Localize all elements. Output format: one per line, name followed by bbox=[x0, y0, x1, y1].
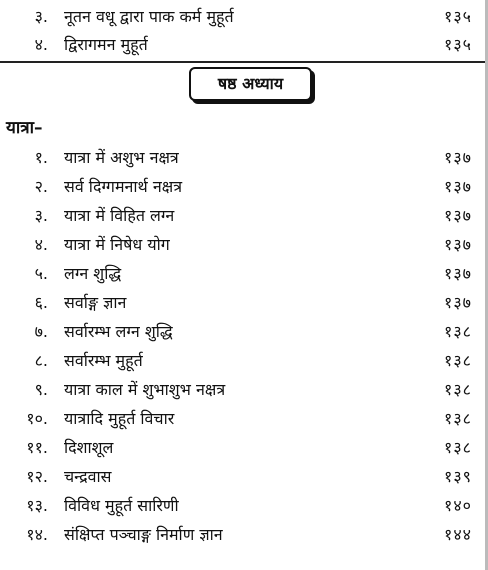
entry-title: यात्रा में निषेध योग bbox=[64, 235, 170, 254]
entry-number: १४. bbox=[26, 525, 48, 544]
entry-number: ५. bbox=[34, 264, 48, 283]
toc-entry bbox=[0, 231, 488, 259]
entry-title: सर्वारम्भ लग्न शुद्धि bbox=[64, 322, 173, 341]
toc-entry bbox=[0, 3, 488, 31]
entry-page: १४४ bbox=[444, 525, 472, 544]
entry-page: १३७ bbox=[444, 293, 472, 312]
entry-number: ३. bbox=[34, 206, 48, 225]
toc-entry bbox=[0, 318, 488, 346]
entry-number: १२. bbox=[26, 467, 48, 486]
entry-page: १३८ bbox=[444, 380, 472, 399]
toc-entry bbox=[0, 405, 488, 433]
toc-entry bbox=[0, 376, 488, 404]
entry-title: यात्रादि मुहूर्त विचार bbox=[64, 409, 175, 428]
toc-entry bbox=[0, 521, 488, 549]
entry-page: १३८ bbox=[444, 351, 472, 370]
entry-title: नूतन वधू द्वारा पाक कर्म मुहूर्त bbox=[64, 7, 234, 26]
entry-page: १३९ bbox=[444, 467, 472, 486]
toc-entry bbox=[0, 260, 488, 288]
entry-number: ४. bbox=[34, 35, 48, 54]
entry-title: यात्रा में अशुभ नक्षत्र bbox=[64, 148, 179, 167]
entry-number: १. bbox=[34, 148, 48, 167]
toc-entry bbox=[0, 144, 488, 172]
section-divider bbox=[0, 61, 488, 63]
entry-title: संक्षिप्त पञ्चाङ्ग निर्माण ज्ञान bbox=[64, 525, 223, 544]
toc-entry bbox=[0, 434, 488, 462]
entry-number: ८. bbox=[34, 351, 48, 370]
entry-title: दिशाशूल bbox=[64, 438, 114, 457]
entry-title: सर्वाङ्ग ज्ञान bbox=[64, 293, 127, 312]
entry-page: १४० bbox=[444, 496, 472, 515]
entry-number: ७. bbox=[34, 322, 48, 341]
entry-number: ४. bbox=[34, 235, 48, 254]
entry-number: २. bbox=[34, 177, 48, 196]
entry-title: सर्वारम्भ मुहूर्त bbox=[64, 351, 143, 370]
toc-entry bbox=[0, 347, 488, 375]
entry-number: १३. bbox=[26, 496, 48, 515]
entry-page: १३५ bbox=[444, 35, 472, 54]
chapter-heading: षष्ठ अध्याय bbox=[189, 67, 312, 101]
entry-title: सर्व दिग्गमनार्थ नक्षत्र bbox=[64, 177, 183, 196]
entry-page: १३७ bbox=[444, 177, 472, 196]
entry-number: ९. bbox=[34, 380, 48, 399]
entry-title: विविध मुहूर्त सारिणी bbox=[64, 496, 179, 515]
entry-number: १०. bbox=[26, 409, 48, 428]
toc-entry bbox=[0, 173, 488, 201]
entry-page: १३७ bbox=[444, 148, 472, 167]
toc-entry bbox=[0, 492, 488, 520]
entry-title: यात्रा में विहित लग्न bbox=[64, 206, 175, 225]
toc-entry bbox=[0, 463, 488, 491]
section-label: यात्रा– bbox=[6, 118, 43, 138]
entry-title: द्विरागमन मुहूर्त bbox=[64, 35, 148, 54]
entry-title: चन्द्रवास bbox=[64, 467, 112, 486]
toc-entry bbox=[0, 31, 488, 59]
entry-number: ६. bbox=[34, 293, 48, 312]
entry-title: लग्न शुद्धि bbox=[64, 264, 122, 283]
entry-title: यात्रा काल में शुभाशुभ नक्षत्र bbox=[64, 380, 226, 399]
entry-number: ११. bbox=[26, 438, 48, 457]
entry-number: ३. bbox=[34, 7, 48, 26]
entry-page: १३७ bbox=[444, 264, 472, 283]
entry-page: १३७ bbox=[444, 206, 472, 225]
entry-page: १३८ bbox=[444, 322, 472, 341]
toc-entry bbox=[0, 289, 488, 317]
entry-page: १३५ bbox=[444, 7, 472, 26]
toc-entry bbox=[0, 202, 488, 230]
entry-page: १३८ bbox=[444, 409, 472, 428]
entry-page: १३७ bbox=[444, 235, 472, 254]
entry-page: १३८ bbox=[444, 438, 472, 457]
